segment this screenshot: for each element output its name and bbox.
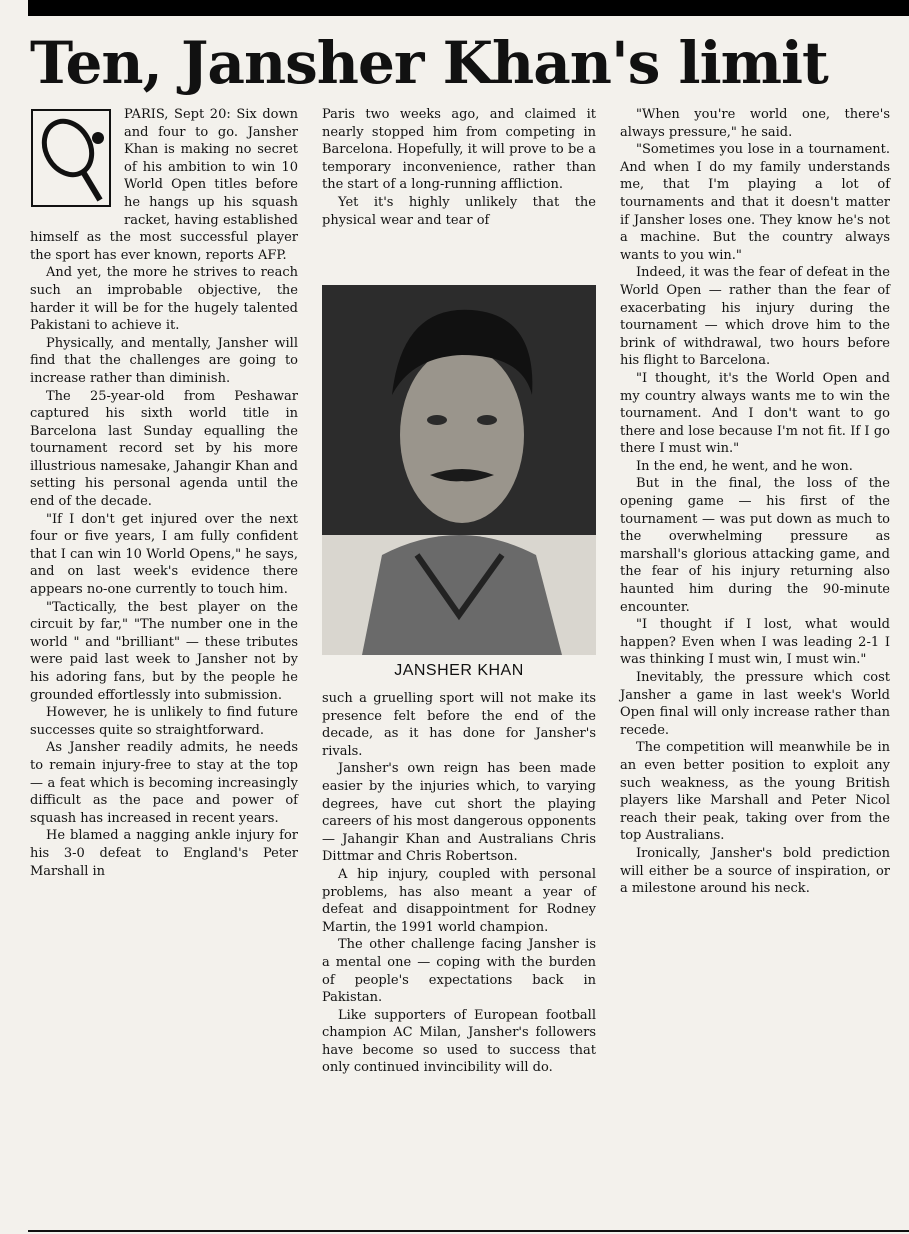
squash-racket-icon bbox=[30, 108, 114, 218]
headline: Ten, Jansher Khan's limit bbox=[30, 29, 828, 97]
top-rule bbox=[28, 0, 909, 16]
paragraph: "When you're world one, there's always pressure," he said. bbox=[620, 107, 890, 140]
paragraph: Jansher's own reign has been made easier by the injuries which, to varying degrees, have cut short the playing careers of his most dangerous opponents — Jahangir Khan and Australians Chris Dittmar and Chris Robertson. bbox=[322, 761, 596, 865]
player-photo bbox=[322, 285, 596, 655]
paragraph: The 25-year-old from Peshawar captured his sixth world title in Barcelona last Sunday equalling the tournament record set by his more illustrious namesake, Jahangir Khan and setting his personal agenda until the end of the decade. bbox=[30, 388, 298, 510]
paragraph: "If I don't get injured over the next four or five years, I am fully confident that I can win 10 World Opens," he says, and on last week's evidence there appears no-one currently to touch him. bbox=[30, 511, 298, 598]
article-column-2-top bbox=[322, 106, 596, 229]
paragraph: "I thought, it's the World Open and my country always wants me to win the tournament. And I don't want to go there and lose because I'm not fit. If I go there I must win." bbox=[620, 370, 890, 457]
paragraph: The other challenge facing Jansher is a mental one — coping with the burden of people's expectations back in Pakistan. bbox=[322, 937, 596, 1006]
paragraph: And yet, the more he strives to reach such an improbable objective, the harder it will be for the hugely talented Pakistani to achieve it. bbox=[30, 265, 298, 334]
bottom-rule bbox=[28, 1230, 909, 1232]
photo-caption: JANSHER KHAN bbox=[394, 662, 524, 679]
paragraph: "Sometimes you lose in a tournament. And when I do my family understands me, that I'm playing a lot of tournaments and that it doesn't matter if Jansher loses one. They know he's not a machine. But the country always wants to you win." bbox=[620, 142, 890, 263]
paragraph: such a gruelling sport will not make its presence felt before the end of the decade, as it has done for Jansher's rivals. bbox=[322, 691, 596, 759]
article-column-3 bbox=[620, 106, 890, 898]
paragraph: Ironically, Jansher's bold prediction will either be a source of inspiration, or a milestone around his neck. bbox=[620, 845, 890, 897]
paragraph: In the end, he went, and he won. bbox=[636, 458, 853, 474]
paragraph: Physically, and mentally, Jansher will find that the challenges are going to increase rather than diminish. bbox=[30, 335, 298, 386]
paragraph: He blamed a nagging ankle injury for his 3-0 defeat to England's Peter Marshall in bbox=[30, 828, 298, 879]
paragraph: PARIS, Sept 20: Six down and four to go. Jansher Khan is making no secret of his ambition to win 10 World Open titles before he hangs up his squash racket, having established himself as the most successful player the sport has ever known, reports AFP. bbox=[30, 107, 298, 263]
article-column-2-bottom bbox=[322, 690, 596, 1077]
paragraph: However, he is unlikely to find future successes quite so straightforward. bbox=[30, 705, 298, 738]
paragraph: Inevitably, the pressure which cost Jansher a game in last week's World Open final will only increase rather than recede. bbox=[620, 670, 890, 738]
paragraph: A hip injury, coupled with personal problems, has also meant a year of defeat and disappointment for Rodney Martin, the 1991 world champion. bbox=[322, 866, 596, 935]
paragraph: Indeed, it was the fear of defeat in the World Open — rather than the fear of exacerbating his injury during the tournament — which drove him to the brink of withdrawal, two hours before his flight to Barcelona. bbox=[620, 265, 890, 369]
paragraph: Like supporters of European football champion AC Milan, Jansher's followers have become so used to success that only continued invincibility will do. bbox=[322, 1007, 596, 1076]
paragraph: Paris two weeks ago, and claimed it nearly stopped him from competing in Barcelona. Hopefully, it will prove to be a temporary inconvenience, rather than the start of a long-running affliction. bbox=[322, 107, 596, 193]
paragraph: As Jansher readily admits, he needs to remain injury-free to stay at the top — a feat which is becoming increasingly difficult as the pace and power of squash has increased in recent years. bbox=[30, 740, 298, 826]
paragraph: The competition will meanwhile be in an even better position to exploit any such weakness, as the young British players like Marshall and Peter Nicol reach their peak, taking over from the top Australians. bbox=[620, 740, 890, 844]
article-column-1 bbox=[30, 106, 298, 880]
paragraph: But in the final, the loss of the opening game — his first of the tournament — was put down as much to the overwhelming pressure as marshall's glorious attacking game, and the fear of his injury returning also haunted him during the 90-minute encounter. bbox=[620, 476, 890, 615]
paragraph: "I thought if I lost, what would happen? Even when I was leading 2-1 I was thinking I must win, I must win." bbox=[620, 617, 890, 668]
paragraph: "Tactically, the best player on the circuit by far," "The number one in the world " and "brilliant" — these tributes were paid last week to Jansher not by his adoring fans, but by the people he grounded effortlessly into submission. bbox=[30, 599, 298, 703]
paragraph: Yet it's highly unlikely that the physical wear and tear of bbox=[322, 194, 596, 228]
